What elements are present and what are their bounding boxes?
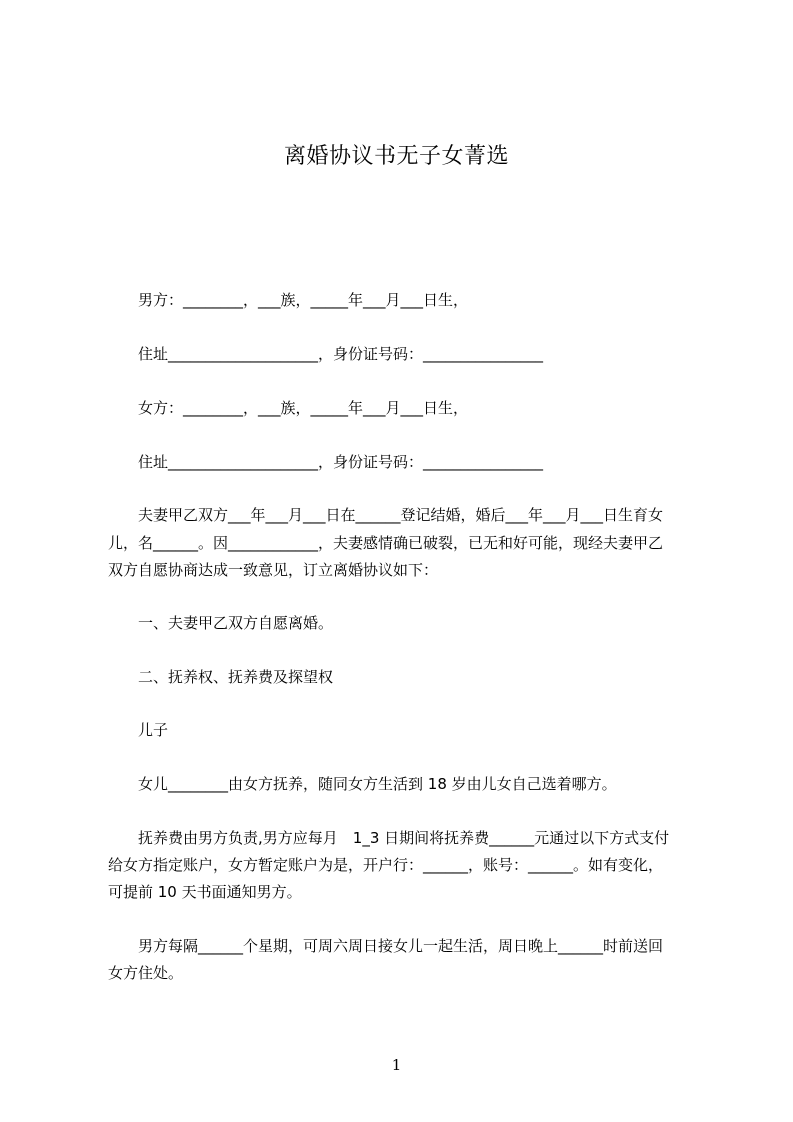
male-info-line: 男方：________，___族，_____年___月___日生， [108,291,469,309]
clause-two-heading: 二、抚养权、抚养费及探望权 [108,668,334,686]
daughter-custody-line: 女儿________由女方抚养，随同女方生活到 18 岁由儿女自己选着哪方。 [108,775,617,793]
support-paragraph-line-2: 给女方指定账户，女方暂定账户为是，开户行：______，账号：______。如有变化， [108,856,664,874]
marriage-paragraph-line-3: 双方自愿协商达成一致意见，订立离婚协议如下： [108,561,439,579]
marriage-paragraph-line-2: 儿，名______。因____________，夫妻感情确已破裂，已无和好可能，现经夫妻甲乙 [108,534,664,552]
support-paragraph-line-3: 可提前 10 天书面通知男方。 [108,883,302,901]
marriage-paragraph-line-1: 夫妻甲乙双方___年___月___日在______登记结婚，婚后___年___月___日生育女 [108,506,664,524]
page-number: 1 [391,1056,402,1074]
female-address-line: 住址____________________，身份证号码：________________ [108,453,544,471]
support-paragraph-line-1: 抚养费由男方负责,男方应每月 1_3 日期间将抚养费______元通过以下方式支付 [108,829,670,847]
visitation-paragraph-line-2: 女方住处。 [108,964,184,982]
visitation-paragraph-line-1: 男方每隔______个星期，可周六周日接女儿一起生活，周日晚上______时前送回 [108,937,664,955]
male-address-line: 住址____________________，身份证号码：________________ [108,345,544,363]
clause-one: 一、夫妻甲乙双方自愿离婚。 [108,614,334,632]
son-line: 儿子 [108,721,169,739]
document-title: 离婚协议书无子女菁选 [283,144,509,169]
female-info-line: 女方：________，___族，_____年___月___日生， [108,399,469,417]
